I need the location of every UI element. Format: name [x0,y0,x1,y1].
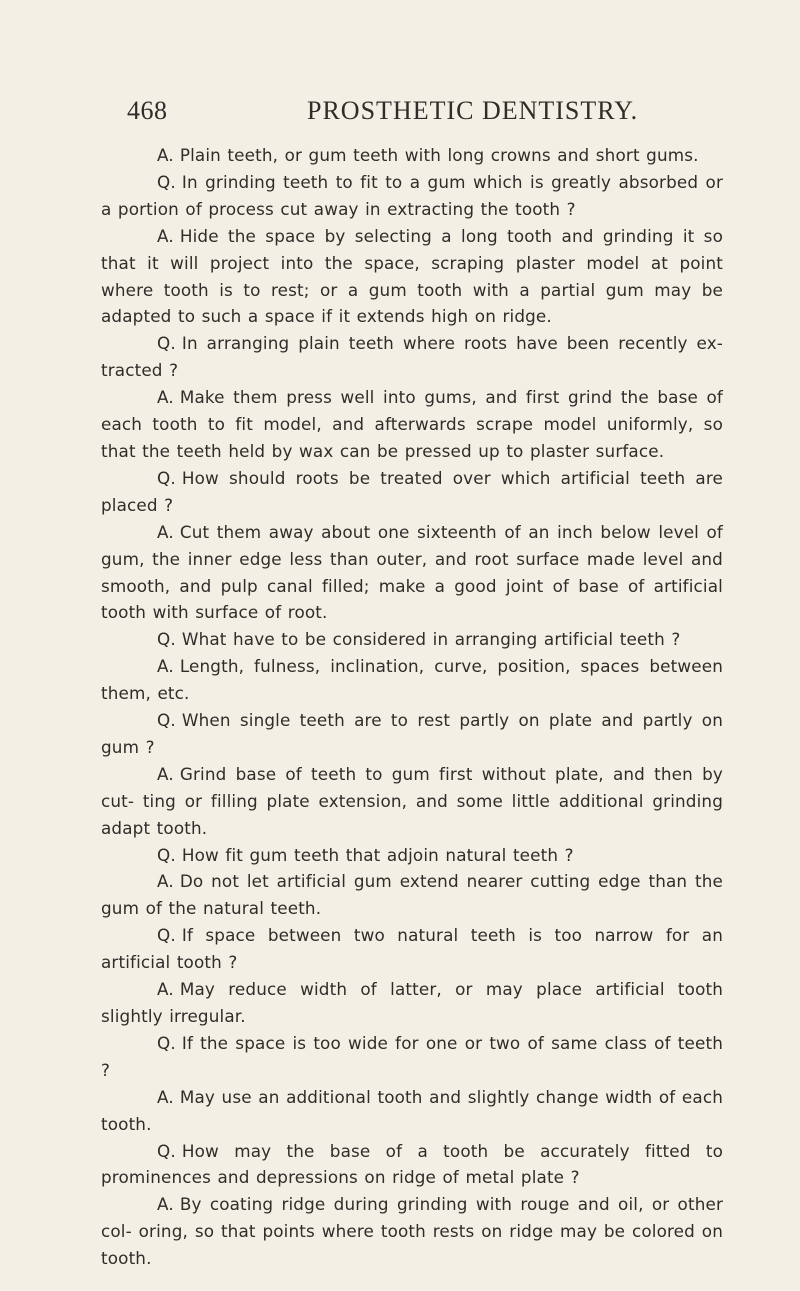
paragraph-text: May reduce width of latter, or may place artificial tooth slightly irregular. [101,979,723,1026]
qa-body [101,142,723,1272]
qa-label: Q. [157,925,176,946]
paragraph-text: In arranging plain teeth where roots have been recently ex- tracted ? [101,333,723,381]
answer-paragraph [101,1191,723,1272]
paragraph-text: How fit gum teeth that adjoin natural teeth ? [181,844,574,865]
paragraph-text: If space between two natural teeth is too narrow for an artificial tooth ? [101,925,723,973]
paragraph-text: How should roots be treated over which artificial teeth are placed ? [101,467,723,515]
answer-paragraph [101,761,723,842]
page-number: 468 [127,96,168,125]
paragraph-text: By coating ridge during grinding with rouge and oil, or other col- oring, so that points where tooth rests on ridge may be colored on tooth. [101,1194,723,1269]
paragraph-text: Length, fulness, inclination, curve, position, spaces between them, etc. [101,656,723,704]
question-paragraph [101,330,723,384]
qa-label: Q. [157,1032,176,1053]
answer-paragraph [101,653,723,707]
qa-label: Q. [157,1140,176,1161]
answer-paragraph [101,1084,723,1138]
paragraph-text: Plain teeth, or gum teeth with long crowns and short gums. [179,145,699,165]
answer-paragraph [101,976,723,1030]
qa-label: A. [157,521,174,542]
question-paragraph [101,922,723,976]
question-paragraph [101,1138,723,1192]
paragraph-text: May use an additional tooth and slightly change width of each tooth. [101,1086,723,1134]
qa-label: Q. [157,171,176,192]
answer-paragraph [101,868,723,922]
running-head: PROSTHETIC DENTISTRY. [307,96,639,125]
answer-paragraph [101,519,723,627]
answer-paragraph [101,223,723,331]
paragraph-text: Do not let artificial gum extend nearer cutting edge than the gum of the natural teeth. [101,871,723,919]
paragraph-text: What have to be considered in arranging artificial teeth ? [181,629,681,650]
question-paragraph [101,169,723,223]
question-paragraph [101,626,723,653]
qa-label: A. [157,871,174,892]
qa-label: A. [157,1086,174,1107]
qa-label: A. [157,387,174,408]
qa-label: A. [157,656,174,677]
qa-label: A. [157,225,174,246]
paragraph-text: If the space is too wide for one or two of same class of teeth ? [101,1032,723,1080]
paragraph-text: Hide the space by selecting a long tooth and grinding it so that it will project into the space, scraping plaster model at point where tooth is to rest; or a gum tooth with a partial gum may be adapted to such a space if it extends high on ridge. [101,225,723,327]
qa-label: Q. [157,844,176,865]
qa-label: A. [157,979,174,1000]
qa-label: A. [157,1194,174,1215]
paragraph-text: When single teeth are to rest partly on plate and partly on gum ? [101,710,723,757]
answer-paragraph [101,142,723,169]
question-paragraph [101,707,723,761]
paragraph-text: In grinding teeth to fit to a gum which is greatly absorbed or a portion of process cut away in extracting the tooth ? [101,171,723,219]
question-paragraph [101,465,723,519]
paragraph-text: How may the base of a tooth be accurately fitted to prominences and depressions on ridge of metal plate ? [101,1140,723,1188]
qa-label: Q. [157,629,176,650]
question-paragraph [101,842,723,869]
qa-label: A. [157,763,174,784]
qa-label: Q. [157,710,176,731]
question-paragraph [101,1030,723,1084]
page-header [127,96,727,132]
answer-paragraph [101,384,723,465]
paragraph-text: Make them press well into gums, and first grind the base of each tooth to fit model, and afterwards scrape model uniformly, so that the teeth held by wax can be pressed up to plaster surface. [101,387,723,461]
paragraph-text: Cut them away about one sixteenth of an inch below level of gum, the inner edge less than outer, and root surface made level and smooth, and pulp canal filled; make a good joint of base of artificial tooth with surface of root. [101,521,723,623]
paragraph-text: Grind base of teeth to gum first without plate, and then by cut- ting or filling plate extension, and some little additional grinding adapt tooth. [101,763,723,838]
qa-label: A. [157,145,174,165]
qa-label: Q. [157,467,176,488]
qa-label: Q. [157,333,176,354]
